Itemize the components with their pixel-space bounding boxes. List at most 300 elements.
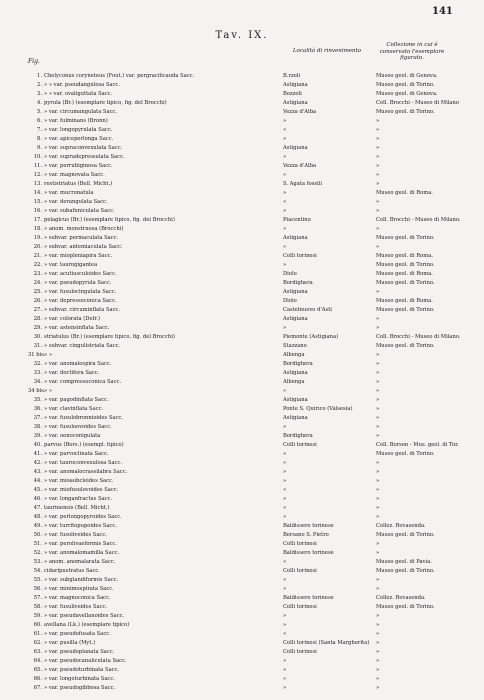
locality-cell: Colli torinesi <box>283 541 317 547</box>
locality-cell: » <box>283 514 287 520</box>
locality-cell: Astigiana <box>283 370 308 376</box>
table-row <box>0 198 484 207</box>
collection-cell: » <box>376 289 380 295</box>
collection-cell: » <box>376 118 380 124</box>
locality-cell: » <box>283 586 287 592</box>
table-row <box>0 513 484 522</box>
species-name: » anom. monstruosa (Brocchi) <box>44 226 124 232</box>
figure-number: 32. <box>33 361 42 367</box>
collection-cell: Coll. Brocchi - Museo di Milano. <box>376 334 461 340</box>
collection-cell: » <box>376 676 380 682</box>
collection-cell: Museo geol. di Torino. <box>376 262 435 268</box>
species-name: » var. perrubiginosa Sacc. <box>44 163 113 169</box>
table-row <box>0 108 484 117</box>
locality-cell: » <box>283 424 287 430</box>
species-name: » var. subafuniculata Sacc. <box>44 208 115 214</box>
species-name: » var. subglandiformis Sacc. <box>44 577 119 583</box>
locality-cell: » <box>283 676 287 682</box>
locality-cell: » <box>283 172 287 178</box>
table-row <box>0 243 484 252</box>
collection-cell: » <box>376 181 380 187</box>
table-row <box>0 396 484 405</box>
collection-cell: Museo geol. di Roma. <box>376 298 433 304</box>
locality-cell: Castelnuovo d'Asti <box>283 307 332 313</box>
species-name: restistriatus (Bell. Micht.) <box>44 181 113 187</box>
figure-number: 3. <box>37 91 42 97</box>
collection-cell: » <box>376 460 380 466</box>
collection-cell: » <box>376 478 380 484</box>
locality-cell: » <box>283 478 287 484</box>
species-name: » var. perlongopyroides Sacc. <box>44 514 122 520</box>
figure-number: 59. <box>33 613 42 619</box>
table-row <box>0 603 484 612</box>
locality-cell: Vezza d'Alba <box>283 163 317 169</box>
species-name: pyrula (Br.) (esemplare tipico, fig. del Brocchi) <box>44 100 167 106</box>
species-name: parvus (Bors.) (esempl. tipico) <box>44 442 124 448</box>
figure-number: 49. <box>33 523 42 529</box>
collection-cell: » <box>376 415 380 421</box>
locality-cell: » <box>283 658 287 664</box>
figure-number: 43. <box>33 469 42 475</box>
table-row <box>0 333 484 342</box>
collection-cell: » <box>376 640 380 646</box>
figure-number: 61. <box>33 631 42 637</box>
figure-number: 29. <box>33 325 42 331</box>
figure-number: 60. <box>33 622 42 628</box>
table-row <box>0 261 484 270</box>
figure-number: 22. <box>33 262 42 268</box>
locality-cell: Bersano S. Pietro <box>283 532 329 538</box>
locality-cell: S. Agata fossili <box>283 181 322 187</box>
figure-number: 27. <box>33 307 42 313</box>
figure-number: 6. <box>37 118 42 124</box>
collection-cell: » <box>376 433 380 439</box>
locality-cell: Piemonte (Astigiana) <box>283 334 339 340</box>
table-row <box>0 288 484 297</box>
table-row <box>0 279 484 288</box>
collection-cell: » <box>376 388 380 394</box>
figure-number: 26. <box>33 298 42 304</box>
table-row <box>0 648 484 657</box>
figure-number: 48. <box>33 514 42 520</box>
locality-cell: Ponte S. Quirico (Valsesia) <box>283 406 353 412</box>
locality-cell: Colli torinesi <box>283 442 317 448</box>
figure-number: 24. <box>33 280 42 286</box>
figure-number: 64. <box>33 658 42 664</box>
collection-cell: » <box>376 208 380 214</box>
table-row <box>0 81 484 90</box>
locality-cell: Bozzoli <box>283 91 302 97</box>
species-name: » var. circumangulata Sacc. <box>44 109 118 115</box>
figure-number: 46. <box>33 496 42 502</box>
figure-number: 39. <box>33 433 42 439</box>
figure-number: 56. <box>33 586 42 592</box>
locality-cell: » <box>283 451 287 457</box>
table-row <box>0 495 484 504</box>
table-row <box>0 144 484 153</box>
locality-cell: Astigiana <box>283 316 308 322</box>
table-row <box>0 270 484 279</box>
table-row <box>0 450 484 459</box>
species-name: » var. mucronatula <box>44 190 94 196</box>
figure-number: 65. <box>33 667 42 673</box>
collection-cell: » <box>376 667 380 673</box>
species-name: » var. pseudocanaliculata Sacc. <box>44 658 127 664</box>
table-row <box>0 360 484 369</box>
figure-number: 37. <box>33 415 42 421</box>
collection-cell: Museo geol. di Torino. <box>376 343 435 349</box>
species-name: » var. anomalocrassilabra Sacc. <box>44 469 128 475</box>
species-name: » var. longopyrulata Sacc. <box>44 127 113 133</box>
table-row <box>0 567 484 576</box>
species-name: » » <box>44 352 52 358</box>
table-row <box>0 162 484 171</box>
figure-number: 4. <box>37 100 42 106</box>
figure-number: 33. <box>33 370 42 376</box>
species-name: » » <box>44 388 52 394</box>
species-name: » subvar. circuminflata Sacc. <box>44 307 121 313</box>
locality-cell: Vezza d'Alba <box>283 109 317 115</box>
header-locality: Località di rinvenimento <box>292 48 362 54</box>
locality-cell: » <box>283 244 287 250</box>
locality-cell: Colli torinesi <box>283 568 317 574</box>
locality-cell: Astigiana <box>283 415 308 421</box>
table-row <box>0 297 484 306</box>
locality-cell: Baldissero torinese <box>283 523 334 529</box>
figure-number: 42. <box>33 460 42 466</box>
figure-number: 19. <box>33 235 42 241</box>
collection-cell: » <box>376 577 380 583</box>
table-row <box>0 315 484 324</box>
collection-cell: Museo geol. di Torino. <box>376 307 435 313</box>
collection-cell: Museo geol. di Torino. <box>376 235 435 241</box>
figure-number: 50. <box>33 532 42 538</box>
figure-number: 25. <box>33 289 42 295</box>
figure-list <box>0 72 484 693</box>
species-name: » var. taurogigantea <box>44 262 98 268</box>
locality-cell: Colli torinesi (Santa Margherita) <box>283 640 370 646</box>
species-name: » var. derangulata Sacc. <box>44 199 108 205</box>
species-name: » var. longanfractus Sacc. <box>44 496 113 502</box>
figure-number: 52. <box>33 550 42 556</box>
table-row <box>0 486 484 495</box>
species-name: » var. magnovata Sacc. <box>44 172 105 178</box>
locality-cell: » <box>283 325 287 331</box>
table-row <box>0 504 484 513</box>
figure-number: 63. <box>33 649 42 655</box>
species-name: » » var. pseudangulosa Sacc. <box>44 82 120 88</box>
figure-number: 58. <box>33 604 42 610</box>
collection-cell: Museo geol. di Torino. <box>376 532 435 538</box>
species-name: » var. longoturbinata Sacc. <box>44 676 115 682</box>
locality-cell: » <box>283 487 287 493</box>
collection-cell: Museo geol. di Roma. <box>376 271 433 277</box>
species-name: » var. miopleniapira Sacc. <box>44 253 113 259</box>
figure-number: 21. <box>33 253 42 259</box>
table-row <box>0 576 484 585</box>
collection-cell: Coll. Borson - Mus. geol. di Tor. <box>376 442 459 448</box>
table-row <box>0 387 484 396</box>
locality-cell: B.rzoli <box>283 73 301 79</box>
table-row <box>0 675 484 684</box>
collection-cell: » <box>376 226 380 232</box>
locality-cell: Albenga <box>283 352 305 358</box>
species-name: » var. tauroconvexulosa Sacc. <box>44 460 123 466</box>
locality-cell: » <box>283 631 287 637</box>
species-name: » var. doctifera Sacc. <box>44 370 100 376</box>
figure-number: 20. <box>33 244 42 250</box>
locality-cell: » <box>283 685 287 691</box>
table-row <box>0 531 484 540</box>
species-name: » var. minimospirata Sacc. <box>44 586 114 592</box>
collection-cell: Museo geol. di Torino. <box>376 451 435 457</box>
locality-cell: » <box>283 190 287 196</box>
collection-cell: » <box>376 613 380 619</box>
species-name: » var. parvoclinata Sacc. <box>44 451 109 457</box>
table-row <box>0 657 484 666</box>
locality-cell: Bordighera <box>283 280 313 286</box>
locality-cell: Albenga <box>283 379 305 385</box>
figure-number: 15. <box>33 199 42 205</box>
locality-cell: Stazzano <box>283 343 307 349</box>
locality-cell: » <box>283 154 287 160</box>
collection-cell: » <box>376 541 380 547</box>
locality-cell: » <box>283 118 287 124</box>
table-row <box>0 585 484 594</box>
figure-number: 2. <box>37 82 42 88</box>
locality-cell: » <box>283 667 287 673</box>
species-name: » var. depressoconica Sacc. <box>44 298 117 304</box>
table-row <box>0 666 484 675</box>
table-row <box>0 378 484 387</box>
species-name: cidaripustratus Sacc. <box>44 568 100 574</box>
table-row <box>0 234 484 243</box>
header-fig: Fig. <box>28 58 40 65</box>
table-row <box>0 621 484 630</box>
figure-number: 57. <box>33 595 42 601</box>
figure-number: 14. <box>33 190 42 196</box>
species-name: » var. fusuloovoides Sacc. <box>44 424 112 430</box>
table-row <box>0 99 484 108</box>
locality-cell: Diolo <box>283 271 297 277</box>
species-name: » var. anomalomamilla Sacc. <box>44 550 120 556</box>
locality-cell: Colli torinesi <box>283 649 317 655</box>
locality-cell: Astigiana <box>283 100 308 106</box>
locality-cell: » <box>283 577 287 583</box>
table-row <box>0 189 484 198</box>
locality-cell: Astigiana <box>283 145 308 151</box>
collection-cell: Museo geol. di Torino. <box>376 568 435 574</box>
figure-number: 47. <box>33 505 42 511</box>
collection-cell: » <box>376 244 380 250</box>
figure-number: 38. <box>33 424 42 430</box>
collection-cell: » <box>376 649 380 655</box>
table-row <box>0 441 484 450</box>
locality-cell: » <box>283 505 287 511</box>
species-name: striatulus (Br.) (esemplare tipico, fig. del Brocchi) <box>44 334 175 340</box>
species-name: » var. magnoconica Sacc. <box>44 595 111 601</box>
species-name: » subvar. antemiaculata Sacc. <box>44 244 123 250</box>
figure-number: 10. <box>33 154 42 160</box>
figure-number: 28. <box>33 316 42 322</box>
species-name: » var. miofusulovoides Sacc. <box>44 487 119 493</box>
table-row <box>0 342 484 351</box>
collection-cell: » <box>376 199 380 205</box>
collection-cell: Museo geol. di Torino. <box>376 280 435 286</box>
collection-cell: » <box>376 505 380 511</box>
figure-number: 16. <box>33 208 42 214</box>
species-name: » var. pseudopyrula Sacc. <box>44 280 112 286</box>
table-row <box>0 153 484 162</box>
species-name: » var. oenoconigulata <box>44 433 101 439</box>
collection-cell: Museo geol. di Torino. <box>376 82 435 88</box>
figure-number: 12. <box>33 172 42 178</box>
table-row <box>0 477 484 486</box>
figure-number: 9. <box>37 145 42 151</box>
locality-cell: » <box>283 496 287 502</box>
collection-cell: » <box>376 514 380 520</box>
table-row <box>0 252 484 261</box>
species-name: » var. pusilla (Myt.) <box>44 640 96 646</box>
locality-cell: » <box>283 559 287 565</box>
species-name: » var. fusulobronnioides Sacc. <box>44 415 123 421</box>
species-name: » var. pseudofusata Sacc. <box>44 631 111 637</box>
collection-cell: » <box>376 136 380 142</box>
locality-cell: Colli torinesi <box>283 604 317 610</box>
table-row <box>0 459 484 468</box>
figure-number: 35. <box>33 397 42 403</box>
species-name: » var. pseudogibbosa Sacc. <box>44 685 116 691</box>
figure-number: 18. <box>33 226 42 232</box>
figure-number: 45. <box>33 487 42 493</box>
collection-cell: Museo geol. di Roma. <box>376 253 433 259</box>
figure-number: 11. <box>33 163 42 169</box>
collection-cell: » <box>376 352 380 358</box>
locality-cell: Astigiana <box>283 235 308 241</box>
figure-number: 36. <box>33 406 42 412</box>
collection-cell: Museo geol. di Pavia. <box>376 559 432 565</box>
species-name: » » var. ovaliguttata Sacc. <box>44 91 113 97</box>
table-row <box>0 684 484 693</box>
table-row <box>0 468 484 477</box>
figure-number: 41. <box>33 451 42 457</box>
species-name: » var. pseudoplanata Sacc. <box>44 649 115 655</box>
locality-cell: » <box>283 127 287 133</box>
locality-cell: Astigiana <box>283 397 308 403</box>
species-name: » var. mioaubcleides Sacc. <box>44 478 114 484</box>
collection-cell: » <box>376 496 380 502</box>
collection-cell: » <box>376 370 380 376</box>
species-name: » anom. anomalarata Sacc. <box>44 559 116 565</box>
species-name: » var. anomalospira Sacc. <box>44 361 112 367</box>
plate-title: Tav. IX. <box>215 30 269 41</box>
species-name: » var. pseudavellanoides Sacc. <box>44 613 125 619</box>
collection-cell: Collez. Rovasenda. <box>376 595 426 601</box>
figure-number: 53. <box>33 559 42 565</box>
table-row <box>0 549 484 558</box>
collection-cell: » <box>376 424 380 430</box>
table-row <box>0 225 484 234</box>
collection-cell: » <box>376 487 380 493</box>
table-row <box>0 432 484 441</box>
table-row <box>0 171 484 180</box>
locality-cell: Diolo <box>283 298 297 304</box>
species-name: » var. apiceperlonga Sacc. <box>44 136 114 142</box>
locality-cell: Astigiana <box>283 82 308 88</box>
table-row <box>0 423 484 432</box>
collection-cell: Museo geol. di Roma. <box>376 190 433 196</box>
locality-cell: Colli torinesi <box>283 253 317 259</box>
locality-cell: » <box>283 136 287 142</box>
collection-cell: Museo geol. di Genova. <box>376 91 438 97</box>
species-name: avellana (Lk.) (esemplare tipico) <box>44 622 130 628</box>
locality-cell: » <box>283 460 287 466</box>
figure-number: 31 bis. <box>28 352 46 358</box>
table-row <box>0 405 484 414</box>
collection-cell: » <box>376 406 380 412</box>
locality-cell: Baldissero torinese <box>283 550 334 556</box>
figure-number: 44. <box>33 478 42 484</box>
locality-cell: » <box>283 613 287 619</box>
collection-cell: » <box>376 127 380 133</box>
collection-cell: Museo geol. di Torino. <box>376 109 435 115</box>
collection-cell: » <box>376 145 380 151</box>
species-name: » var. compressoconica Sacc. <box>44 379 122 385</box>
table-row <box>0 117 484 126</box>
locality-cell: Baldissero torinese <box>283 595 334 601</box>
page-number: 141 <box>432 6 453 17</box>
collection-cell: » <box>376 172 380 178</box>
figure-number: 51. <box>33 541 42 547</box>
table-row <box>0 639 484 648</box>
table-row <box>0 207 484 216</box>
locality-cell: » <box>283 622 287 628</box>
table-row <box>0 369 484 378</box>
figure-number: 40. <box>33 442 42 448</box>
collection-cell: » <box>376 379 380 385</box>
figure-number: 23. <box>33 271 42 277</box>
collection-cell: Coll. Brocchi - Museo di Milano <box>376 100 459 106</box>
species-name: » var. supraconvexulata Sacc. <box>44 145 123 151</box>
species-name: » var. turritopupoides Sacc. <box>44 523 117 529</box>
collection-cell: » <box>376 316 380 322</box>
table-row <box>0 630 484 639</box>
figure-number: 13. <box>33 181 42 187</box>
figure-number: 34. <box>33 379 42 385</box>
locality-cell: » <box>283 226 287 232</box>
header-collection: Collezione in cui è conservato l'esemplare figurato. <box>379 42 445 61</box>
table-row <box>0 324 484 333</box>
species-name: » var. fusuliveides Sacc. <box>44 604 108 610</box>
figure-number: 1. <box>37 73 42 79</box>
table-row <box>0 72 484 81</box>
species-name: » var. fusulocingulata Sacc. <box>44 289 117 295</box>
species-name: » var. pagodinflata Sacc. <box>44 397 109 403</box>
figure-number: 5. <box>37 109 42 115</box>
collection-cell: Collez. Rovasenda. <box>376 523 426 529</box>
species-name: » subvar. permaculata Sacc. <box>44 235 119 241</box>
species-name: » var. supradepressulata Sacc. <box>44 154 125 160</box>
collection-cell: » <box>376 163 380 169</box>
collection-cell: » <box>376 325 380 331</box>
collection-cell: » <box>376 397 380 403</box>
collection-cell: » <box>376 550 380 556</box>
species-name: » var. astensinflata Sacc. <box>44 325 110 331</box>
figure-number: 34 bis. <box>28 388 46 394</box>
table-row <box>0 180 484 189</box>
table-row <box>0 558 484 567</box>
collection-cell: » <box>376 361 380 367</box>
